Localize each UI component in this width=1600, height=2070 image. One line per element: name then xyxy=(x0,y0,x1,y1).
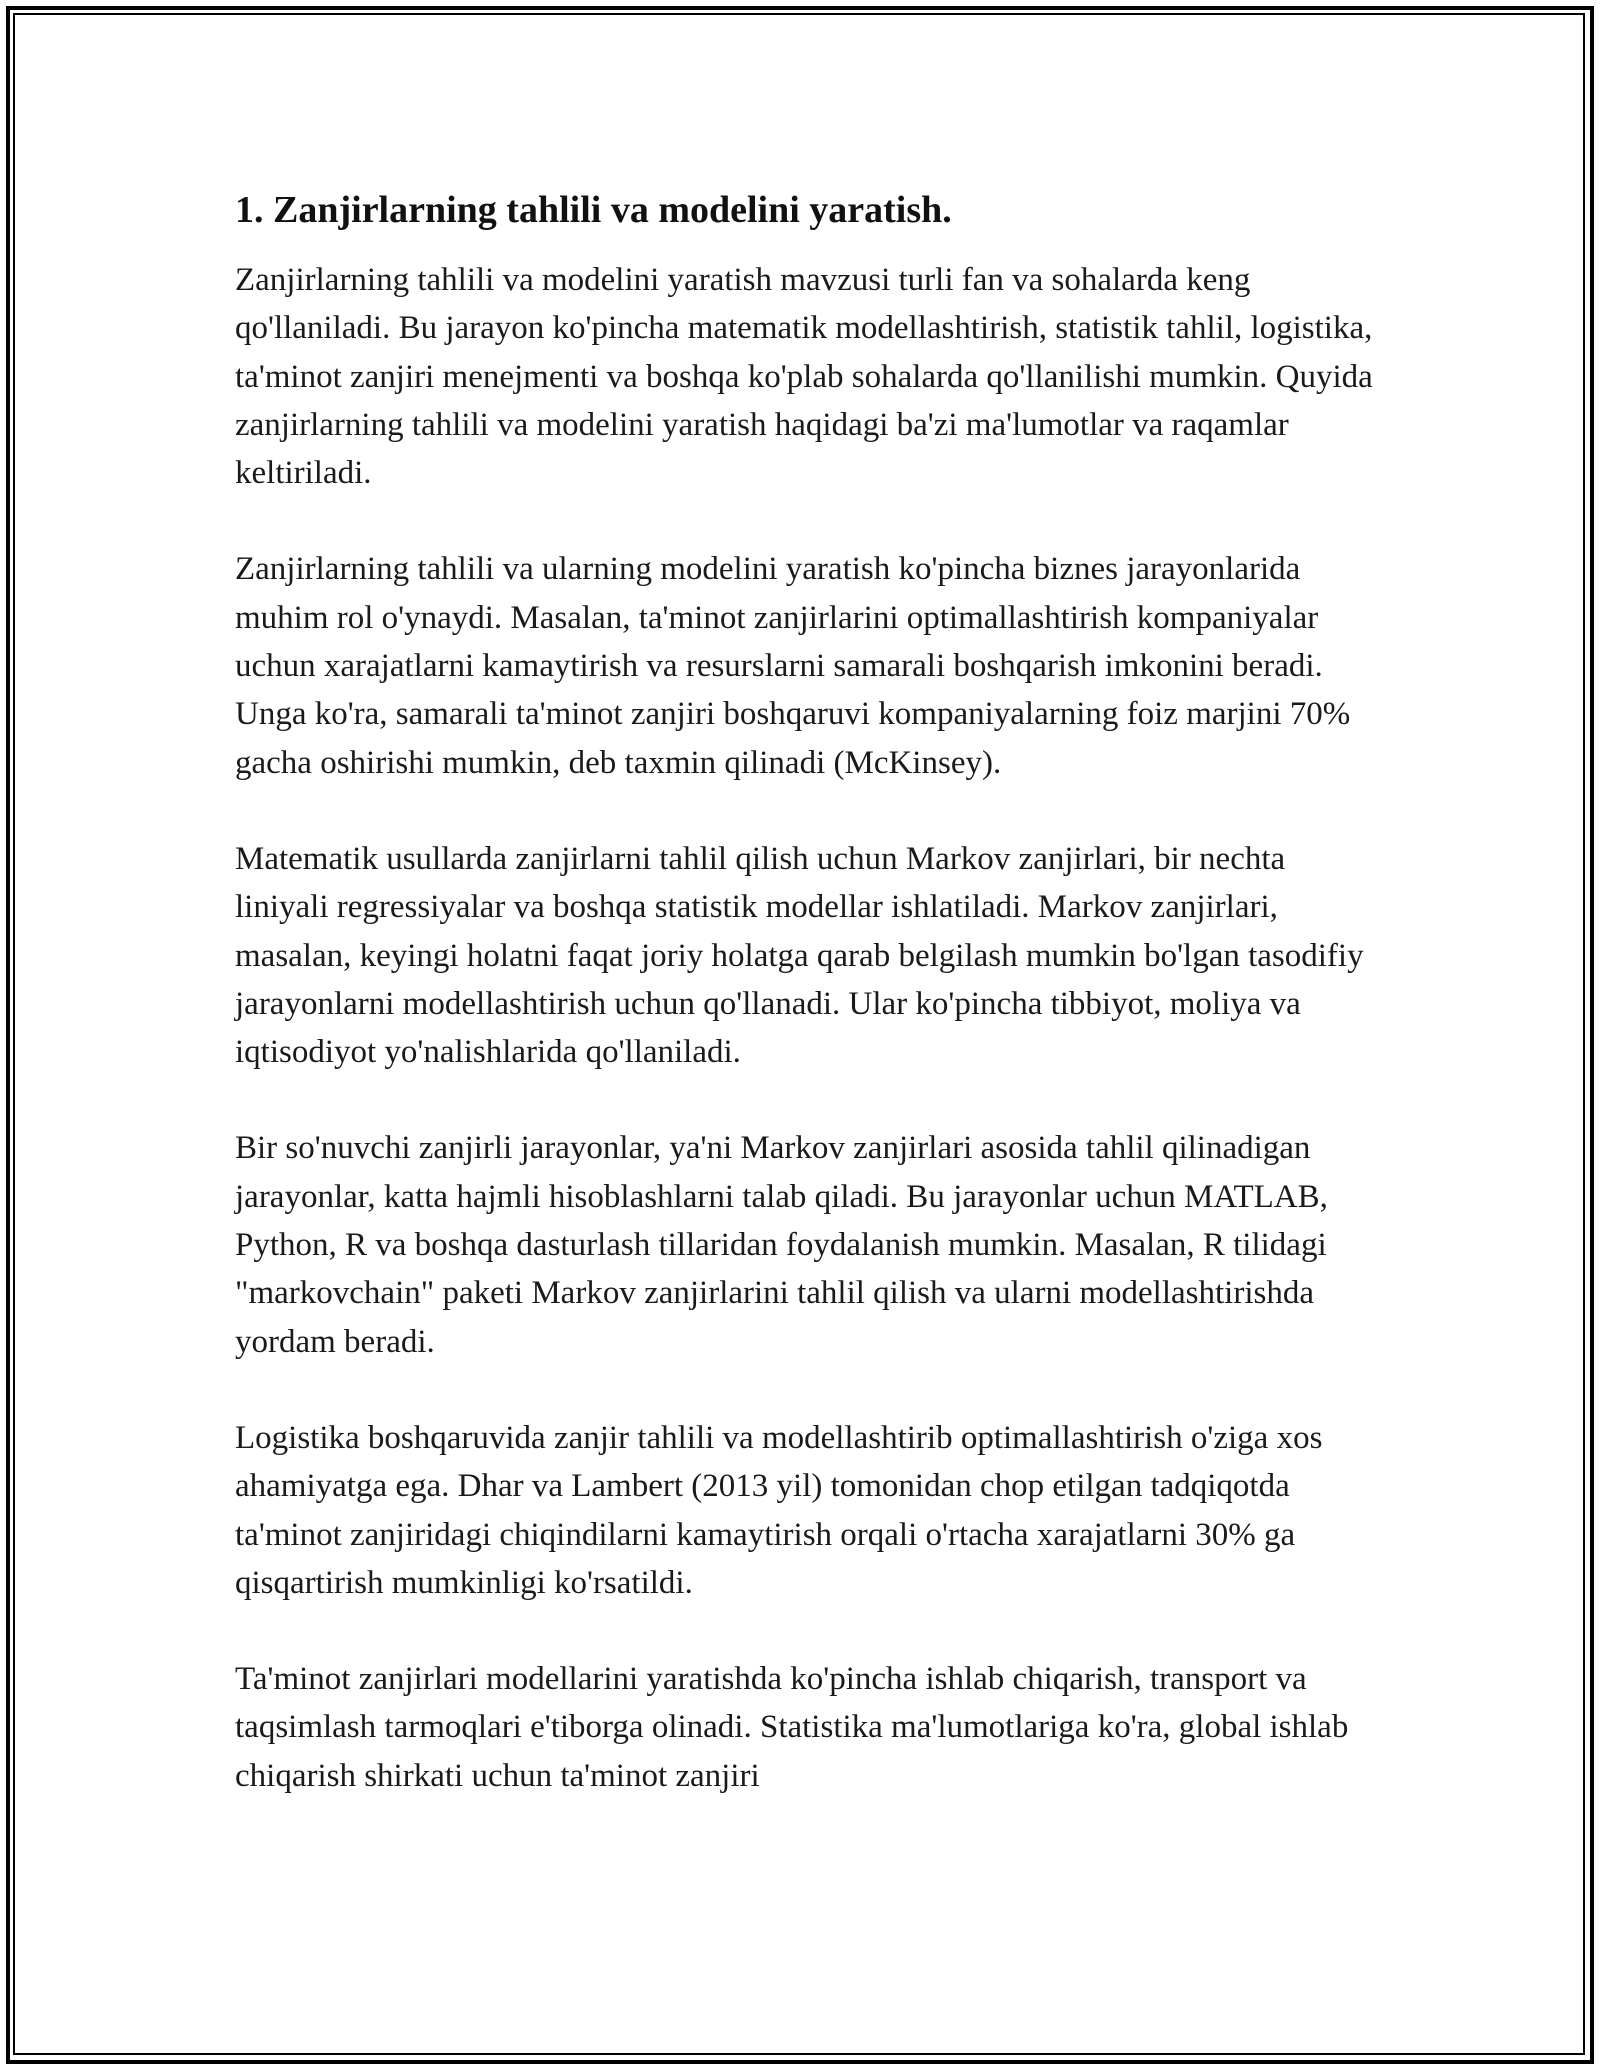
paragraph-intro: Zanjirlarning tahlili va modelini yaratish mavzusi turli fan va sohalarda keng qo'llaniladi. Bu jarayon ko'pincha matematik modellashtirish, statistik tahlil, logistika, ta'minot zanjiri menejmenti va boshqa ko'plab sohalarda qo'llanilishi mumkin. Quyida zanjirlarning tahlili va modelini yaratish haqidagi ba'zi ma'lumotlar va raqamlar keltiriladi. xyxy=(235,262,1373,492)
paragraph-markov-methods: Matematik usullarda zanjirlarni tahlil qilish uchun Markov zanjirlari, bir nechta liniyali regressiyalar va boshqa statistik modellar ishlatiladi. Markov zanjirlari, masalan, keyingi holatni faqat joriy holatga qarab belgilash mumkin bo'lgan tasodifiy jarayonlarni modellashtirish uchun qo'llanadi. Ular ko'pincha tibbiyot, moliya va iqtisodiyot yo'nalishlarida qo'llaniladi. xyxy=(235,840,1364,1071)
document-body xyxy=(235,186,1385,1800)
paragraph-logistics: Logistika boshqaruvida zanjir tahlili va modellashtirib optimallashtirish o'ziga xos ahamiyatga ega. Dhar va Lambert (2013 yil) tomonidan chop etilgan tadqiqotda ta'minot zanjiridagi chiqindilarni kamaytirish orqali o'rtacha xarajatlarni 30% ga qisqartirish mumkinligi ko'rsatildi. xyxy=(235,1419,1323,1601)
paragraph-business: Zanjirlarning tahlili va ularning modelini yaratish ko'pincha biznes jarayonlarida muhim rol o'ynaydi. Masalan, ta'minot zanjirlarini optimallashtirish kompaniyalar uchun xarajatlarni kamaytirish va resurslarni samarali boshqarish imkonini beradi. Unga ko'ra, samarali ta'minot zanjiri boshqaruvi kompaniyalarning foiz marjini 70% gacha oshirishi mumkin, deb taxmin qilinadi (McKinsey). xyxy=(235,551,1351,781)
paragraph-computation-tools: Bir so'nuvchi zanjirli jarayonlar, ya'ni Markov zanjirlari asosida tahlil qilinadigan jarayonlar, katta hajmli hisoblashlarni talab qiladi. Bu jarayonlar uchun MATLAB, Python, R va boshqa dasturlash tillaridan foydalanish mumkin. Masalan, R tilidagi "markovchain" paketi Markov zanjirlarini tahlil qilish va ularni modellashtirishda yordam beradi. xyxy=(235,1130,1328,1360)
section-heading: 1. Zanjirlarning tahlili va modelini yaratish. xyxy=(235,189,952,231)
paragraph-supply-chain-models: Ta'minot zanjirlari modellarini yaratishda ko'pincha ishlab chiqarish, transport va taqsimlash tarmoqlari e'tiborga olinadi. Statistika ma'lumotlariga ko'ra, global ishlab chiqarish shirkati uchun ta'minot zanjiri xyxy=(235,1661,1349,1794)
